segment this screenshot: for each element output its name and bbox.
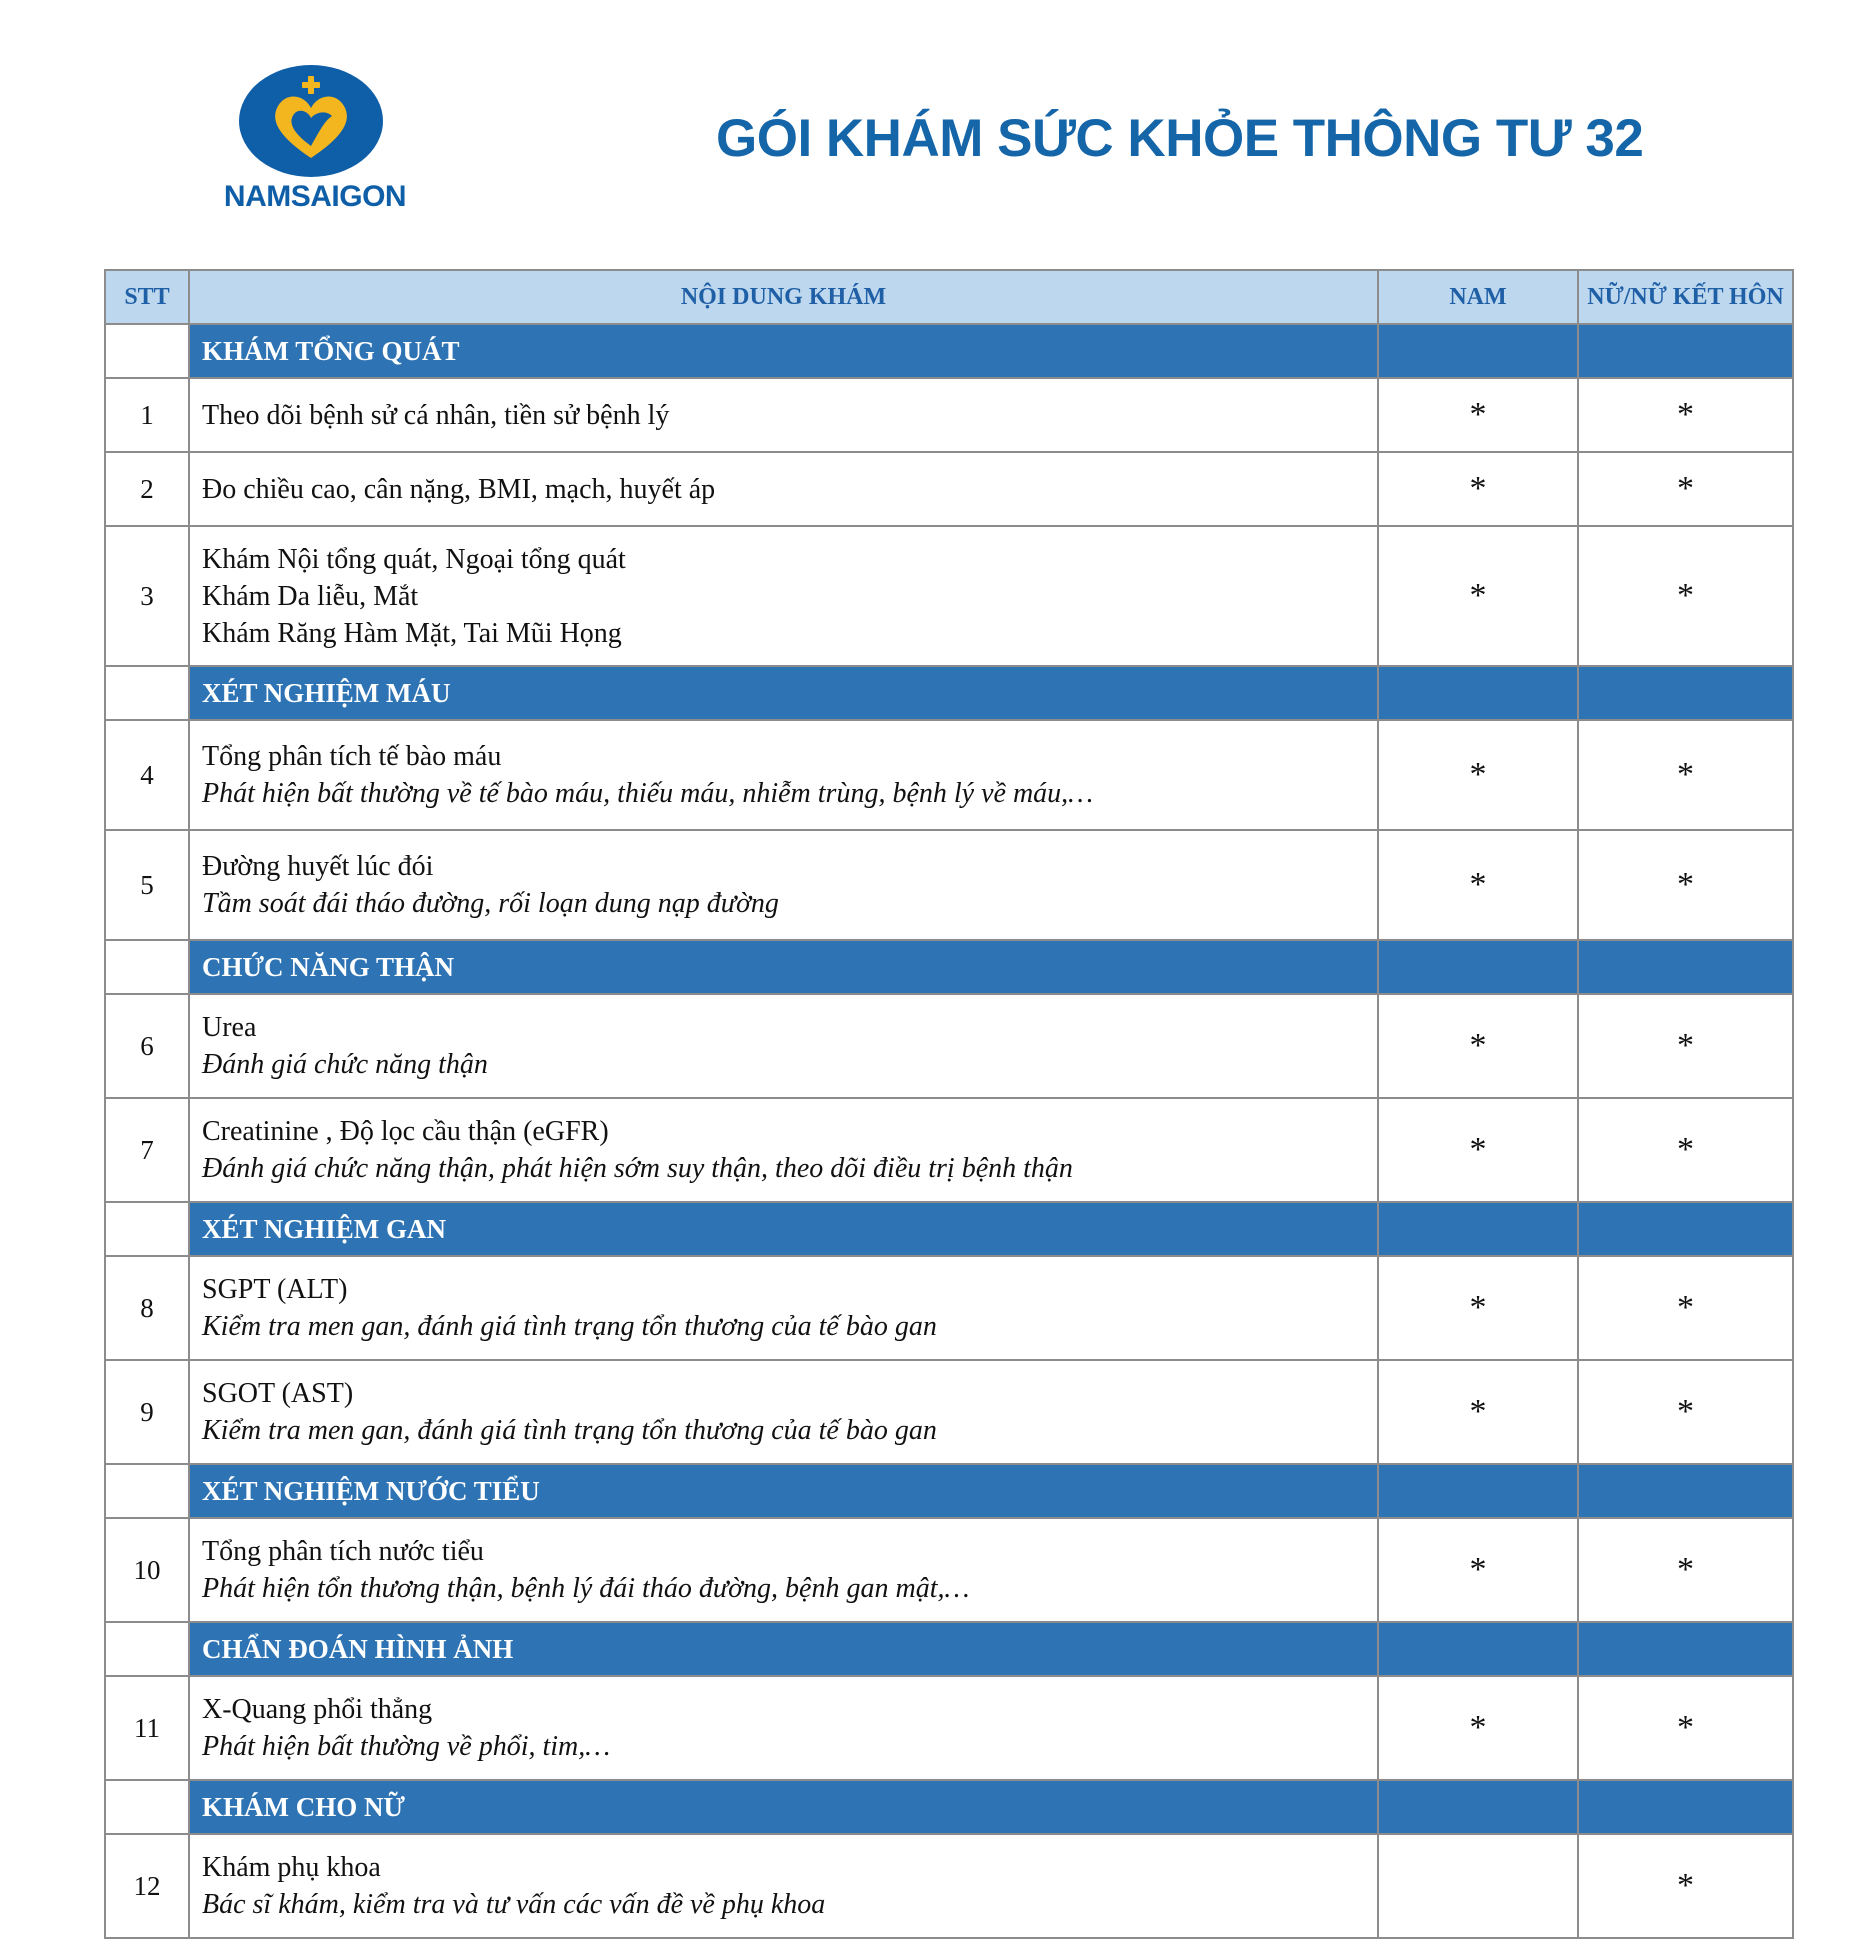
exam-content bbox=[189, 720, 1378, 830]
exam-item-name: Khám phụ khoa bbox=[202, 1852, 381, 1883]
exam-content bbox=[189, 1256, 1378, 1360]
section-header-row bbox=[105, 324, 1793, 378]
exam-item-name: SGOT (AST) bbox=[202, 1378, 354, 1409]
exam-item-description: Phát hiện tổn thương thận, bệnh lý đái tháo đường, bệnh gan mật,… bbox=[202, 1573, 970, 1604]
nam-mark: * bbox=[1378, 720, 1578, 830]
nu-mark: * bbox=[1578, 1256, 1793, 1360]
section-header-row bbox=[105, 1202, 1793, 1256]
nu-mark: * bbox=[1578, 378, 1793, 452]
exam-item-name: Urea bbox=[202, 1012, 257, 1043]
row-number: 2 bbox=[105, 452, 189, 526]
nu-mark: * bbox=[1578, 1098, 1793, 1202]
section-title: XÉT NGHIỆM MÁU bbox=[189, 666, 1378, 720]
nam-mark: * bbox=[1378, 452, 1578, 526]
exam-item-name: Theo dõi bệnh sử cá nhân, tiền sử bệnh lý bbox=[202, 399, 670, 431]
column-header-nu: NỮ/NỮ KẾT HÔN bbox=[1578, 270, 1793, 324]
row-number: 6 bbox=[105, 994, 189, 1098]
exam-item-description: Tầm soát đái tháo đường, rối loạn dung nạp đường bbox=[202, 888, 779, 919]
nu-mark: * bbox=[1578, 830, 1793, 940]
nam-mark: * bbox=[1378, 1098, 1578, 1202]
column-header-content: NỘI DUNG KHÁM bbox=[189, 270, 1378, 324]
table-row bbox=[105, 452, 1793, 526]
nu-mark: * bbox=[1578, 1834, 1793, 1938]
nu-mark: * bbox=[1578, 1518, 1793, 1622]
table-header-row bbox=[105, 270, 1793, 324]
exam-item-name: Khám Răng Hàm Mặt, Tai Mũi Họng bbox=[202, 617, 622, 649]
section-title: XÉT NGHIỆM GAN bbox=[189, 1202, 1378, 1256]
row-number: 10 bbox=[105, 1518, 189, 1622]
table-row bbox=[105, 1256, 1793, 1360]
section-title: CHẨN ĐOÁN HÌNH ẢNH bbox=[189, 1622, 1378, 1676]
table-row bbox=[105, 378, 1793, 452]
row-number: 4 bbox=[105, 720, 189, 830]
exam-item-name: Creatinine , Độ lọc cầu thận (eGFR) bbox=[202, 1116, 609, 1147]
exam-item-name: X-Quang phổi thẳng bbox=[202, 1694, 433, 1725]
row-number: 8 bbox=[105, 1256, 189, 1360]
exam-content bbox=[189, 1834, 1378, 1938]
section-header-row bbox=[105, 666, 1793, 720]
exam-item-name: Khám Da liễu, Mắt bbox=[202, 580, 419, 612]
nam-mark: * bbox=[1378, 1360, 1578, 1464]
heart-dove-logo-icon bbox=[236, 62, 386, 180]
exam-item-name: Tổng phân tích nước tiểu bbox=[202, 1536, 484, 1567]
exam-content bbox=[189, 994, 1378, 1098]
exam-content bbox=[189, 526, 1378, 666]
row-number: 11 bbox=[105, 1676, 189, 1780]
exam-item-description: Kiểm tra men gan, đánh giá tình trạng tổn thương của tế bào gan bbox=[202, 1311, 937, 1342]
exam-content bbox=[189, 1360, 1378, 1464]
exam-item-name: Tổng phân tích tế bào máu bbox=[202, 741, 502, 772]
exam-item-description: Phát hiện bất thường về tế bào máu, thiếu máu, nhiễm trùng, bệnh lý về máu,… bbox=[202, 778, 1094, 809]
nu-mark: * bbox=[1578, 720, 1793, 830]
exam-content bbox=[189, 830, 1378, 940]
nam-mark: * bbox=[1378, 1676, 1578, 1780]
nu-mark: * bbox=[1578, 452, 1793, 526]
nam-mark bbox=[1378, 1834, 1578, 1938]
nam-mark: * bbox=[1378, 994, 1578, 1098]
exam-item-name: SGPT (ALT) bbox=[202, 1274, 348, 1305]
brand-name: NAMSAIGON bbox=[223, 180, 407, 213]
nam-mark: * bbox=[1378, 1256, 1578, 1360]
row-number: 3 bbox=[105, 526, 189, 666]
exam-content bbox=[189, 1098, 1378, 1202]
column-header-stt: STT bbox=[105, 270, 189, 324]
exam-item-description: Đánh giá chức năng thận, phát hiện sớm suy thận, theo dõi điều trị bệnh thận bbox=[202, 1153, 1073, 1184]
row-number: 9 bbox=[105, 1360, 189, 1464]
nu-mark: * bbox=[1578, 1676, 1793, 1780]
nam-mark: * bbox=[1378, 378, 1578, 452]
table-row bbox=[105, 994, 1793, 1098]
section-title: CHỨC NĂNG THẬN bbox=[189, 940, 1378, 994]
table-row bbox=[105, 526, 1793, 666]
exam-package-table bbox=[104, 269, 1794, 1939]
exam-content bbox=[189, 452, 1378, 526]
nam-mark: * bbox=[1378, 526, 1578, 666]
section-title: KHÁM CHO NỮ bbox=[189, 1780, 1378, 1834]
exam-content bbox=[189, 1518, 1378, 1622]
exam-item-description: Đánh giá chức năng thận bbox=[202, 1049, 488, 1080]
nu-mark: * bbox=[1578, 1360, 1793, 1464]
table-row bbox=[105, 830, 1793, 940]
nu-mark: * bbox=[1578, 994, 1793, 1098]
page-title: GÓI KHÁM SỨC KHỎE THÔNG TƯ 32 bbox=[716, 109, 1644, 168]
section-header-row bbox=[105, 1780, 1793, 1834]
nam-mark: * bbox=[1378, 830, 1578, 940]
row-number: 1 bbox=[105, 378, 189, 452]
exam-item-description: Phát hiện bất thường về phổi, tim,… bbox=[202, 1731, 611, 1762]
table-row bbox=[105, 1360, 1793, 1464]
row-number: 5 bbox=[105, 830, 189, 940]
column-header-nam: NAM bbox=[1378, 270, 1578, 324]
section-header-row bbox=[105, 1622, 1793, 1676]
row-number: 12 bbox=[105, 1834, 189, 1938]
exam-item-description: Kiểm tra men gan, đánh giá tình trạng tổn thương của tế bào gan bbox=[202, 1415, 937, 1446]
section-title: XÉT NGHIỆM NƯỚC TIỂU bbox=[189, 1464, 1378, 1518]
table-row bbox=[105, 1676, 1793, 1780]
exam-item-name: Đo chiều cao, cân nặng, BMI, mạch, huyết áp bbox=[202, 473, 716, 505]
table-row bbox=[105, 1834, 1793, 1938]
exam-item-name: Đường huyết lúc đói bbox=[202, 851, 434, 882]
brand-logo bbox=[210, 62, 420, 222]
section-title: KHÁM TỔNG QUÁT bbox=[189, 324, 1378, 378]
table-row bbox=[105, 1518, 1793, 1622]
exam-item-description: Bác sĩ khám, kiểm tra và tư vấn các vấn đề về phụ khoa bbox=[202, 1889, 826, 1920]
exam-item-name: Khám Nội tổng quát, Ngoại tổng quát bbox=[202, 543, 626, 575]
row-number: 7 bbox=[105, 1098, 189, 1202]
section-header-row bbox=[105, 1464, 1793, 1518]
nu-mark: * bbox=[1578, 526, 1793, 666]
nam-mark: * bbox=[1378, 1518, 1578, 1622]
exam-content bbox=[189, 1676, 1378, 1780]
section-header-row bbox=[105, 940, 1793, 994]
table-row bbox=[105, 1098, 1793, 1202]
table-row bbox=[105, 720, 1793, 830]
exam-content bbox=[189, 378, 1378, 452]
